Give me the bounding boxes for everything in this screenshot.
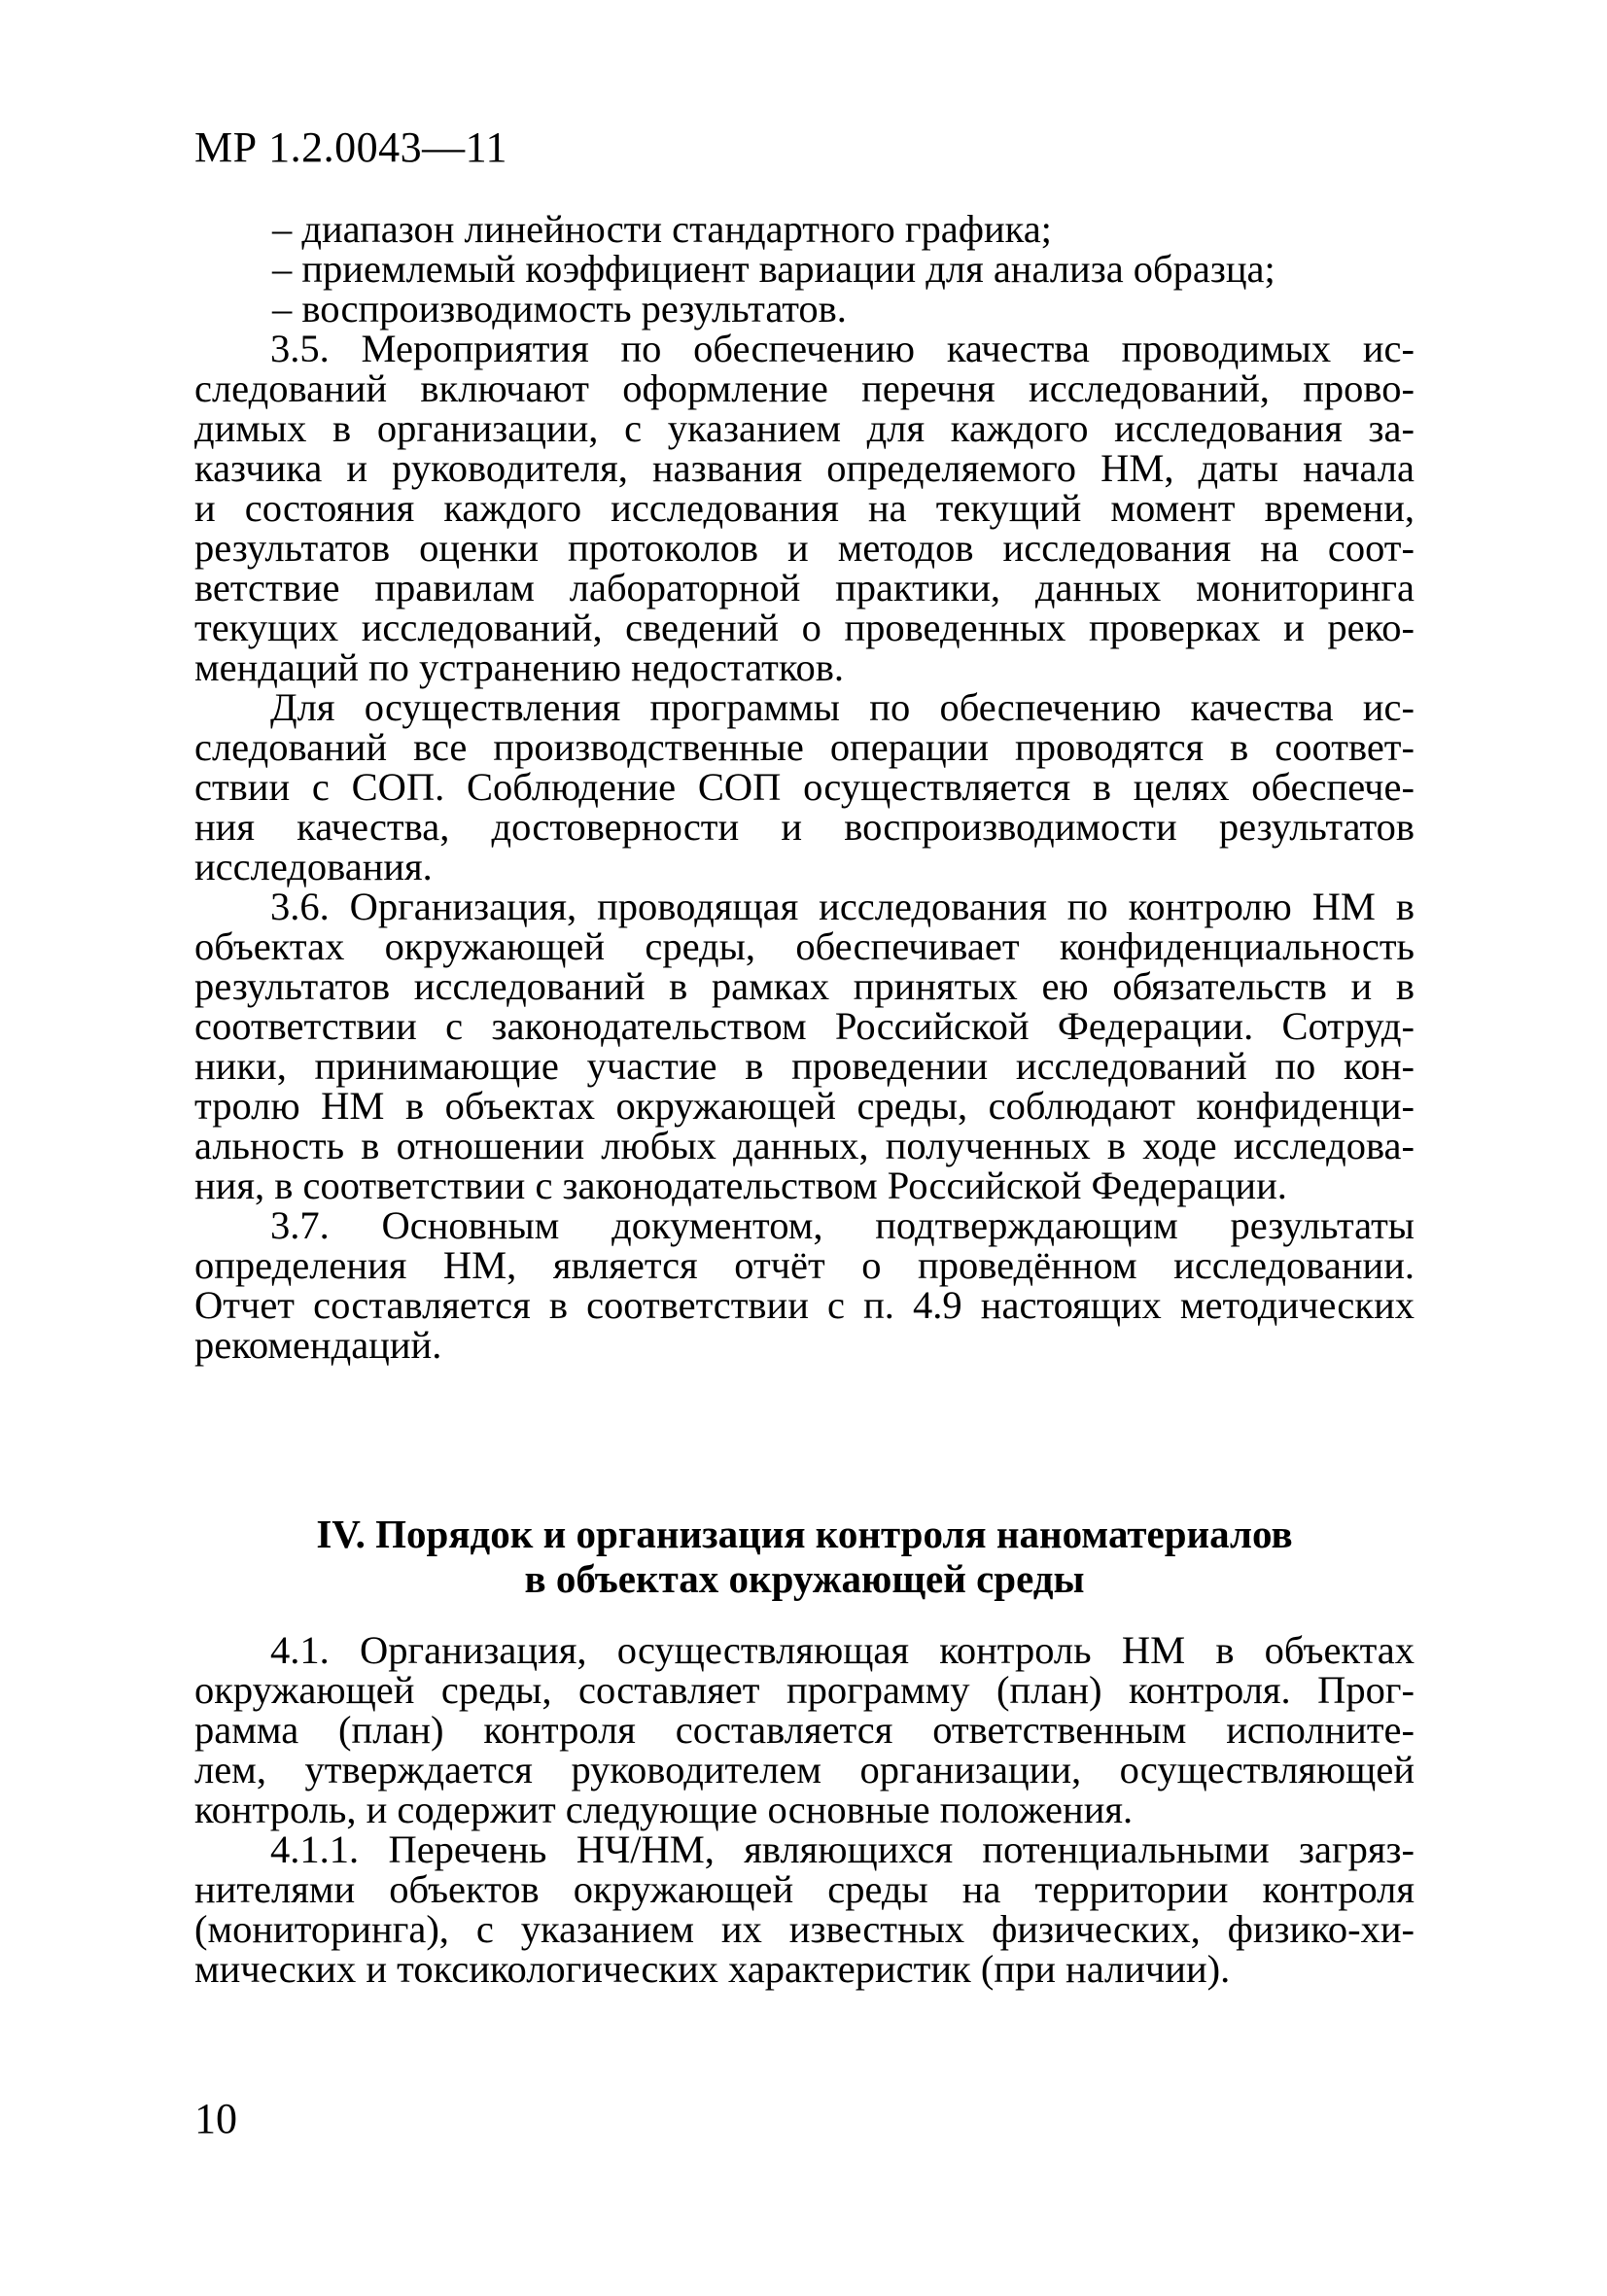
paragraph-3-7 [194,1205,1415,1365]
text-line: определения НМ, является отчёт о проведённом исследовании. [194,1243,1415,1287]
section-title-line: IV. Порядок и организация контроля наноматериалов [316,1512,1293,1556]
text-line: альность в отношении любых данных, полученных в ходе исследова- [194,1124,1415,1167]
text-line: исследования. [194,845,433,888]
text-line: результатов исследований в рамках принятых ею обязательств и в [194,964,1415,1008]
text-line: текущих исследований, сведений о проведенных проверках и реко- [194,606,1415,649]
text-line: рамма (план) контроля составляется ответственным исполните- [194,1708,1415,1752]
text-line: 4.1.1. Перечень НЧ/НМ, являющихся потенциальными загряз- [270,1827,1415,1871]
text-line: соответствии с законодательством Российской Федерации. Сотруд- [194,1004,1415,1048]
text-line: мендаций по устранению недостатков. [194,645,844,689]
text-line: 4.1. Организация, осуществляющая контроль НМ в объектах [270,1628,1415,1672]
text-line: объектах окружающей среды, обеспечивает конфиденциальность [194,924,1415,968]
text-line: лем, утверждается руководителем организации, осуществляющей [194,1748,1415,1792]
paragraph-4-1 [194,1630,1415,1829]
quality-criteria-list [194,209,1415,329]
list-item: – диапазон линейности стандартного графика; [272,207,1052,251]
text-line: тролю НМ в объектах окружающей среды, соблюдают конфиденци- [194,1084,1415,1128]
text-line: 3.7. Основным документом, подтверждающим результаты [270,1203,1415,1247]
text-line: 3.6. Организация, проводящая исследования по контролю НМ в [270,885,1415,928]
document-code-header: МР 1.2.0043—11 [194,123,507,171]
text-line: ветствие правилам лабораторной практики, данных мониторинга [194,566,1415,609]
text-line: (мониторинга), с указанием их известных физических, физико-хи- [194,1907,1415,1951]
text-line: ния, в соответствии с законодательством Российской Федерации. [194,1164,1287,1207]
list-item: – воспроизводимость результатов. [272,287,847,330]
list-item: – приемлемый коэффициент вариации для анализа образца; [272,247,1275,291]
text-line: следований включают оформление перечня исследований, прово- [194,366,1415,410]
paragraph-3-5 [194,329,1415,687]
page-number: 10 [194,2095,237,2142]
text-line: казчика и руководителя, названия определяемого НМ, даты начала [194,446,1415,490]
section-iv-heading [194,1512,1415,1601]
text-line: ствии с СОП. Соблюдение СОП осуществляется в целях обеспече- [194,765,1415,809]
text-line: 3.5. Мероприятия по обеспечению качества проводимых ис- [270,327,1415,370]
text-line: и состояния каждого исследования на текущий момент времени, [194,486,1415,530]
text-line: мических и токсикологических характеристик (при наличии). [194,1947,1231,1991]
text-line: окружающей среды, составляет программу (план) контроля. Прог- [194,1668,1415,1712]
text-line: нителями объектов окружающей среды на территории контроля [194,1867,1415,1911]
section-iv-body [194,1630,1415,1989]
text-line: ния качества, достоверности и воспроизводимости результатов [194,805,1415,849]
text-line: следований все производственные операции проводятся в соответ- [194,725,1415,769]
text-line: результатов оценки протоколов и методов исследования на соот- [194,526,1415,570]
paragraph-sop [194,687,1415,887]
text-line: ники, принимающие участие в проведении исследований по кон- [194,1044,1415,1088]
paragraph-4-1-1 [194,1829,1415,1989]
text-line: Отчет составляется в соответствии с п. 4.9 настоящих методических [194,1283,1415,1327]
paragraph-3-6 [194,887,1415,1205]
text-line: димых в организации, с указанием для каждого исследования за- [194,406,1415,450]
body-text-block [194,209,1415,1365]
text-line: Для осуществления программы по обеспечению качества ис- [270,685,1415,729]
section-title-line: в объектах окружающей среды [524,1556,1085,1601]
text-line: контроль, и содержит следующие основные положения. [194,1788,1134,1831]
text-line: рекомендаций. [194,1323,442,1367]
